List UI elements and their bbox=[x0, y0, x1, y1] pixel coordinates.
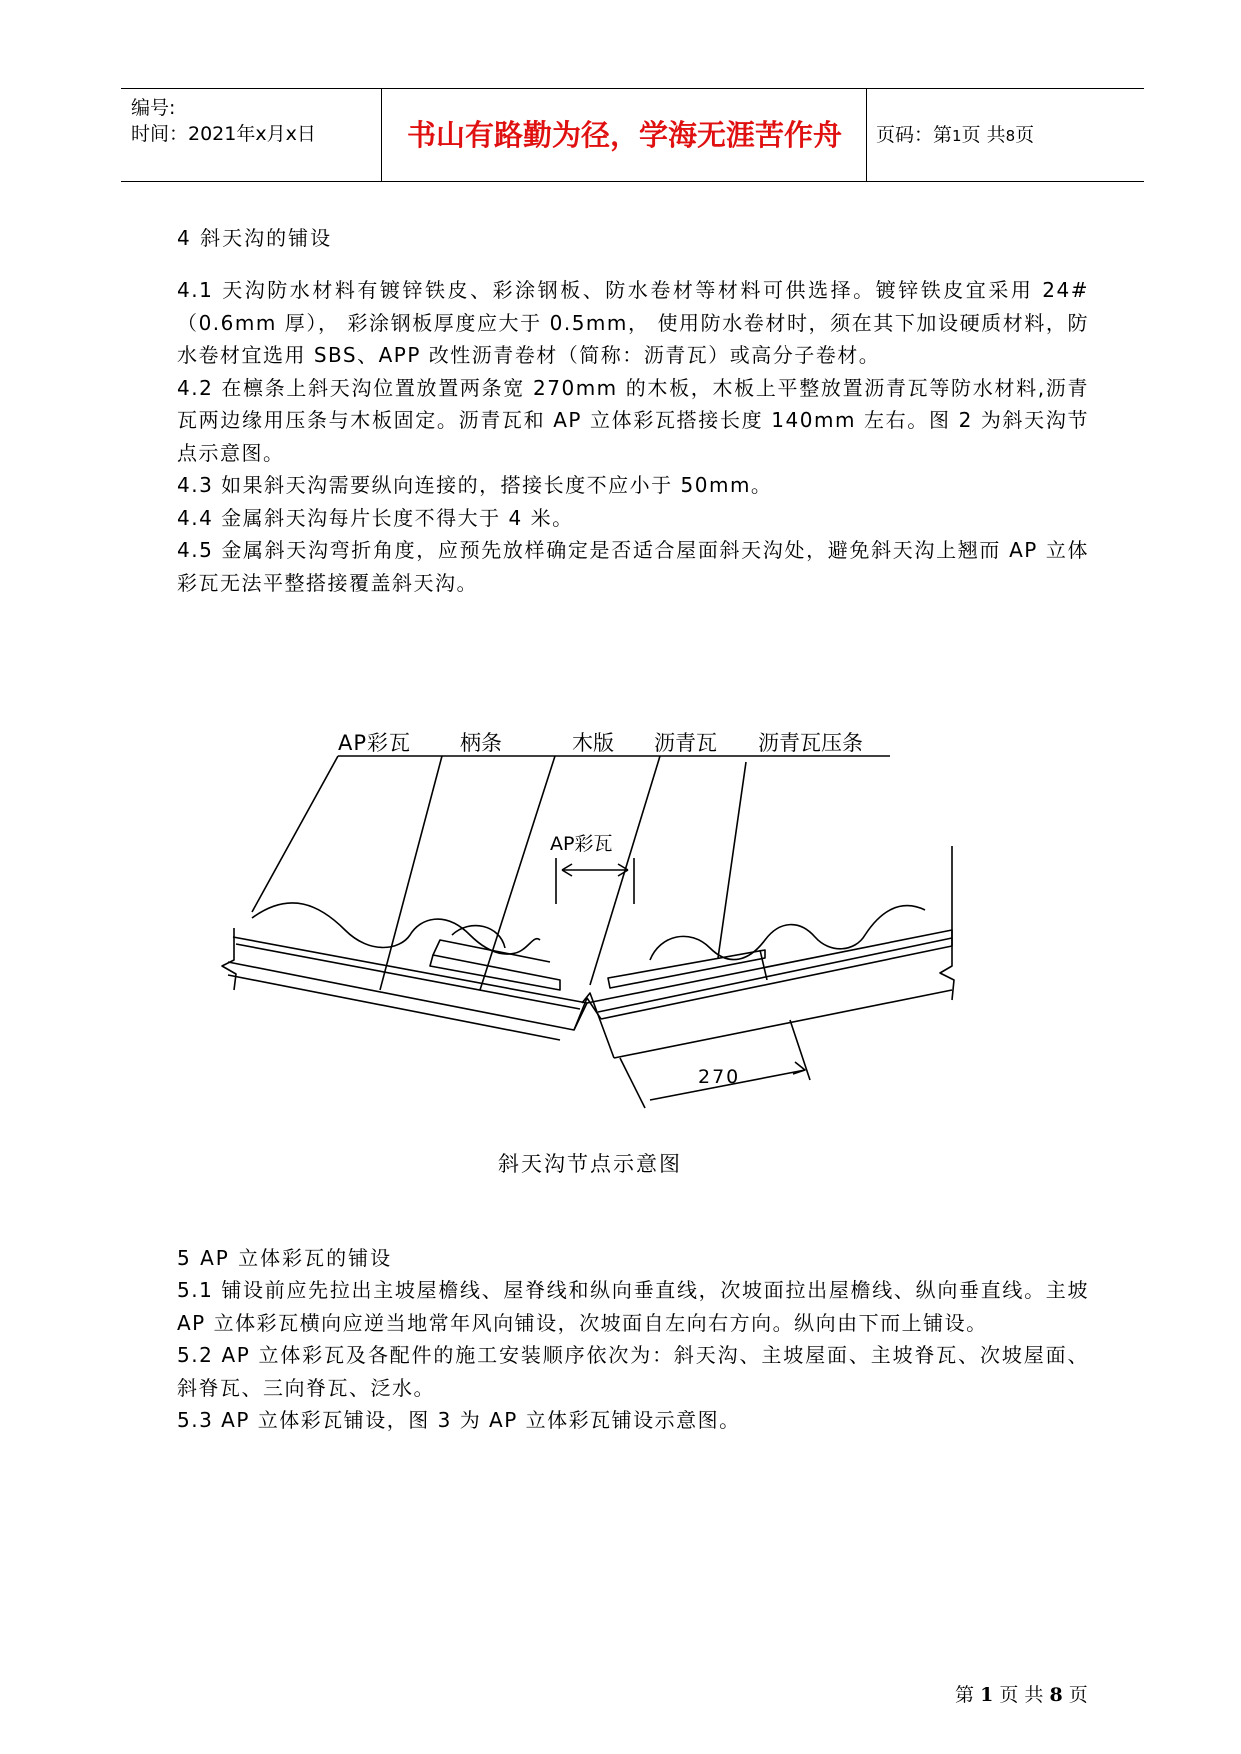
paragraph-4-4: 4.4 金属斜天沟每片长度不得大于 4 米。 bbox=[177, 505, 574, 530]
figure-caption: 斜天沟节点示意图 bbox=[498, 1152, 682, 1176]
diagram-label-wood: 木版 bbox=[572, 731, 614, 755]
header-divider bbox=[381, 89, 382, 181]
footer-suffix: 页 bbox=[1068, 1684, 1088, 1706]
section-4 bbox=[177, 222, 1089, 599]
right-roof-underside bbox=[614, 990, 952, 1058]
header-table bbox=[121, 88, 1144, 182]
diagram-inner-label: AP彩瓦 bbox=[550, 833, 613, 855]
number-label: 编号: bbox=[131, 97, 176, 119]
page-prefix: 页码：第 bbox=[876, 124, 953, 146]
footer-page: 1 bbox=[980, 1684, 994, 1706]
diagram-dimension-270: 270 bbox=[698, 1066, 741, 1088]
section-5 bbox=[177, 1242, 1089, 1437]
paragraph-5-2: 5.2 AP 立体彩瓦及各配件的施工安装顺序依次为：斜天沟、主坡屋面、主坡脊瓦、次坡屋面、斜脊瓦、三向脊瓦、泛水。 bbox=[177, 1343, 1089, 1400]
footer-mid: 页 共 bbox=[999, 1684, 1044, 1706]
diagram-label-strip: 沥青瓦压条 bbox=[758, 731, 863, 755]
page-footer bbox=[955, 1680, 1088, 1707]
right-break-mark bbox=[940, 846, 954, 1000]
header-meta bbox=[131, 95, 316, 147]
page-mid: 页 共 bbox=[961, 124, 1006, 146]
left-break-mark bbox=[222, 928, 236, 990]
footer-total: 8 bbox=[1049, 1684, 1063, 1706]
diagram-label-ap-tile: AP彩瓦 bbox=[338, 731, 412, 755]
header-divider bbox=[866, 89, 867, 181]
page-number: 1 bbox=[952, 127, 962, 145]
page-total: 8 bbox=[1005, 127, 1016, 145]
header-page-info bbox=[876, 89, 1034, 181]
footer-prefix: 第 bbox=[955, 1684, 975, 1706]
diagram-label-purlin: 柄条 bbox=[460, 731, 502, 755]
left-roof-underside bbox=[228, 975, 560, 1040]
diagram-label-asphalt: 沥青瓦 bbox=[654, 731, 717, 755]
paragraph-5-3: 5.3 AP 立体彩瓦铺设，图 3 为 AP 立体彩瓦铺设示意图。 bbox=[177, 1408, 741, 1432]
section-4-title: 4 斜天沟的铺设 bbox=[177, 226, 333, 250]
paragraph-4-2: 4.2 在檩条上斜天沟位置放置两条宽 270mm 的木板，木板上平整放置沥青瓦等防水材料,沥青瓦两边缘用压条与木板固定。沥青瓦和 AP 立体彩瓦搭接长度 140mm 左右。图 2 为斜天沟节点示意图。 bbox=[177, 375, 1089, 465]
header-motto: 书山有路勤为径，学海无涯苦作舟 bbox=[406, 118, 842, 152]
leader-ap-tile bbox=[252, 756, 338, 912]
dim-270-ext-left bbox=[620, 1058, 645, 1108]
paragraph-4-3: 4.3 如果斜天沟需要纵向连接的，搭接长度不应小于 50mm。 bbox=[177, 473, 773, 497]
paragraph-5-1: 5.1 铺设前应先拉出主坡屋檐线、屋脊线和纵向垂直线，次坡面拉出屋檐线、纵向垂直线。主坡 AP 立体彩瓦横向应逆当地常年风向铺设，次坡面自左向右方向。纵向由下而上铺设。 bbox=[177, 1278, 1089, 1335]
left-roof-sheet bbox=[228, 937, 587, 1030]
page-suffix: 页 bbox=[1015, 124, 1035, 146]
left-roof-board bbox=[236, 944, 580, 1009]
right-roof-sheet bbox=[587, 930, 952, 1019]
right-wood-step bbox=[760, 950, 767, 980]
leader-strip bbox=[718, 762, 746, 958]
date-label: 时间：2021年x月x日 bbox=[131, 123, 316, 145]
paragraph-4-1: 4.1 天沟防水材料有镀锌铁皮、彩涂钢板、防水卷材等材料可供选择。镀锌铁皮宜采用 24#（0.6mm 厚）， 彩涂钢板厚度应大于 0.5mm， 使用防水卷材时，须在其下加设硬质材料，防水卷材宜选用 SBS、APP 改性沥青卷材（简称：沥青瓦）或高分子卷材。 bbox=[177, 278, 1089, 367]
section-5-title: 5 AP 立体彩瓦的铺设 bbox=[177, 1246, 393, 1270]
valley-gutter-diagram bbox=[220, 716, 960, 1116]
paragraph-4-5: 4.5 金属斜天沟弯折角度，应预先放样确定是否适合屋面斜天沟处，避免斜天沟上翘而 AP 立体彩瓦无法平整搭接覆盖斜天沟。 bbox=[177, 538, 1089, 595]
